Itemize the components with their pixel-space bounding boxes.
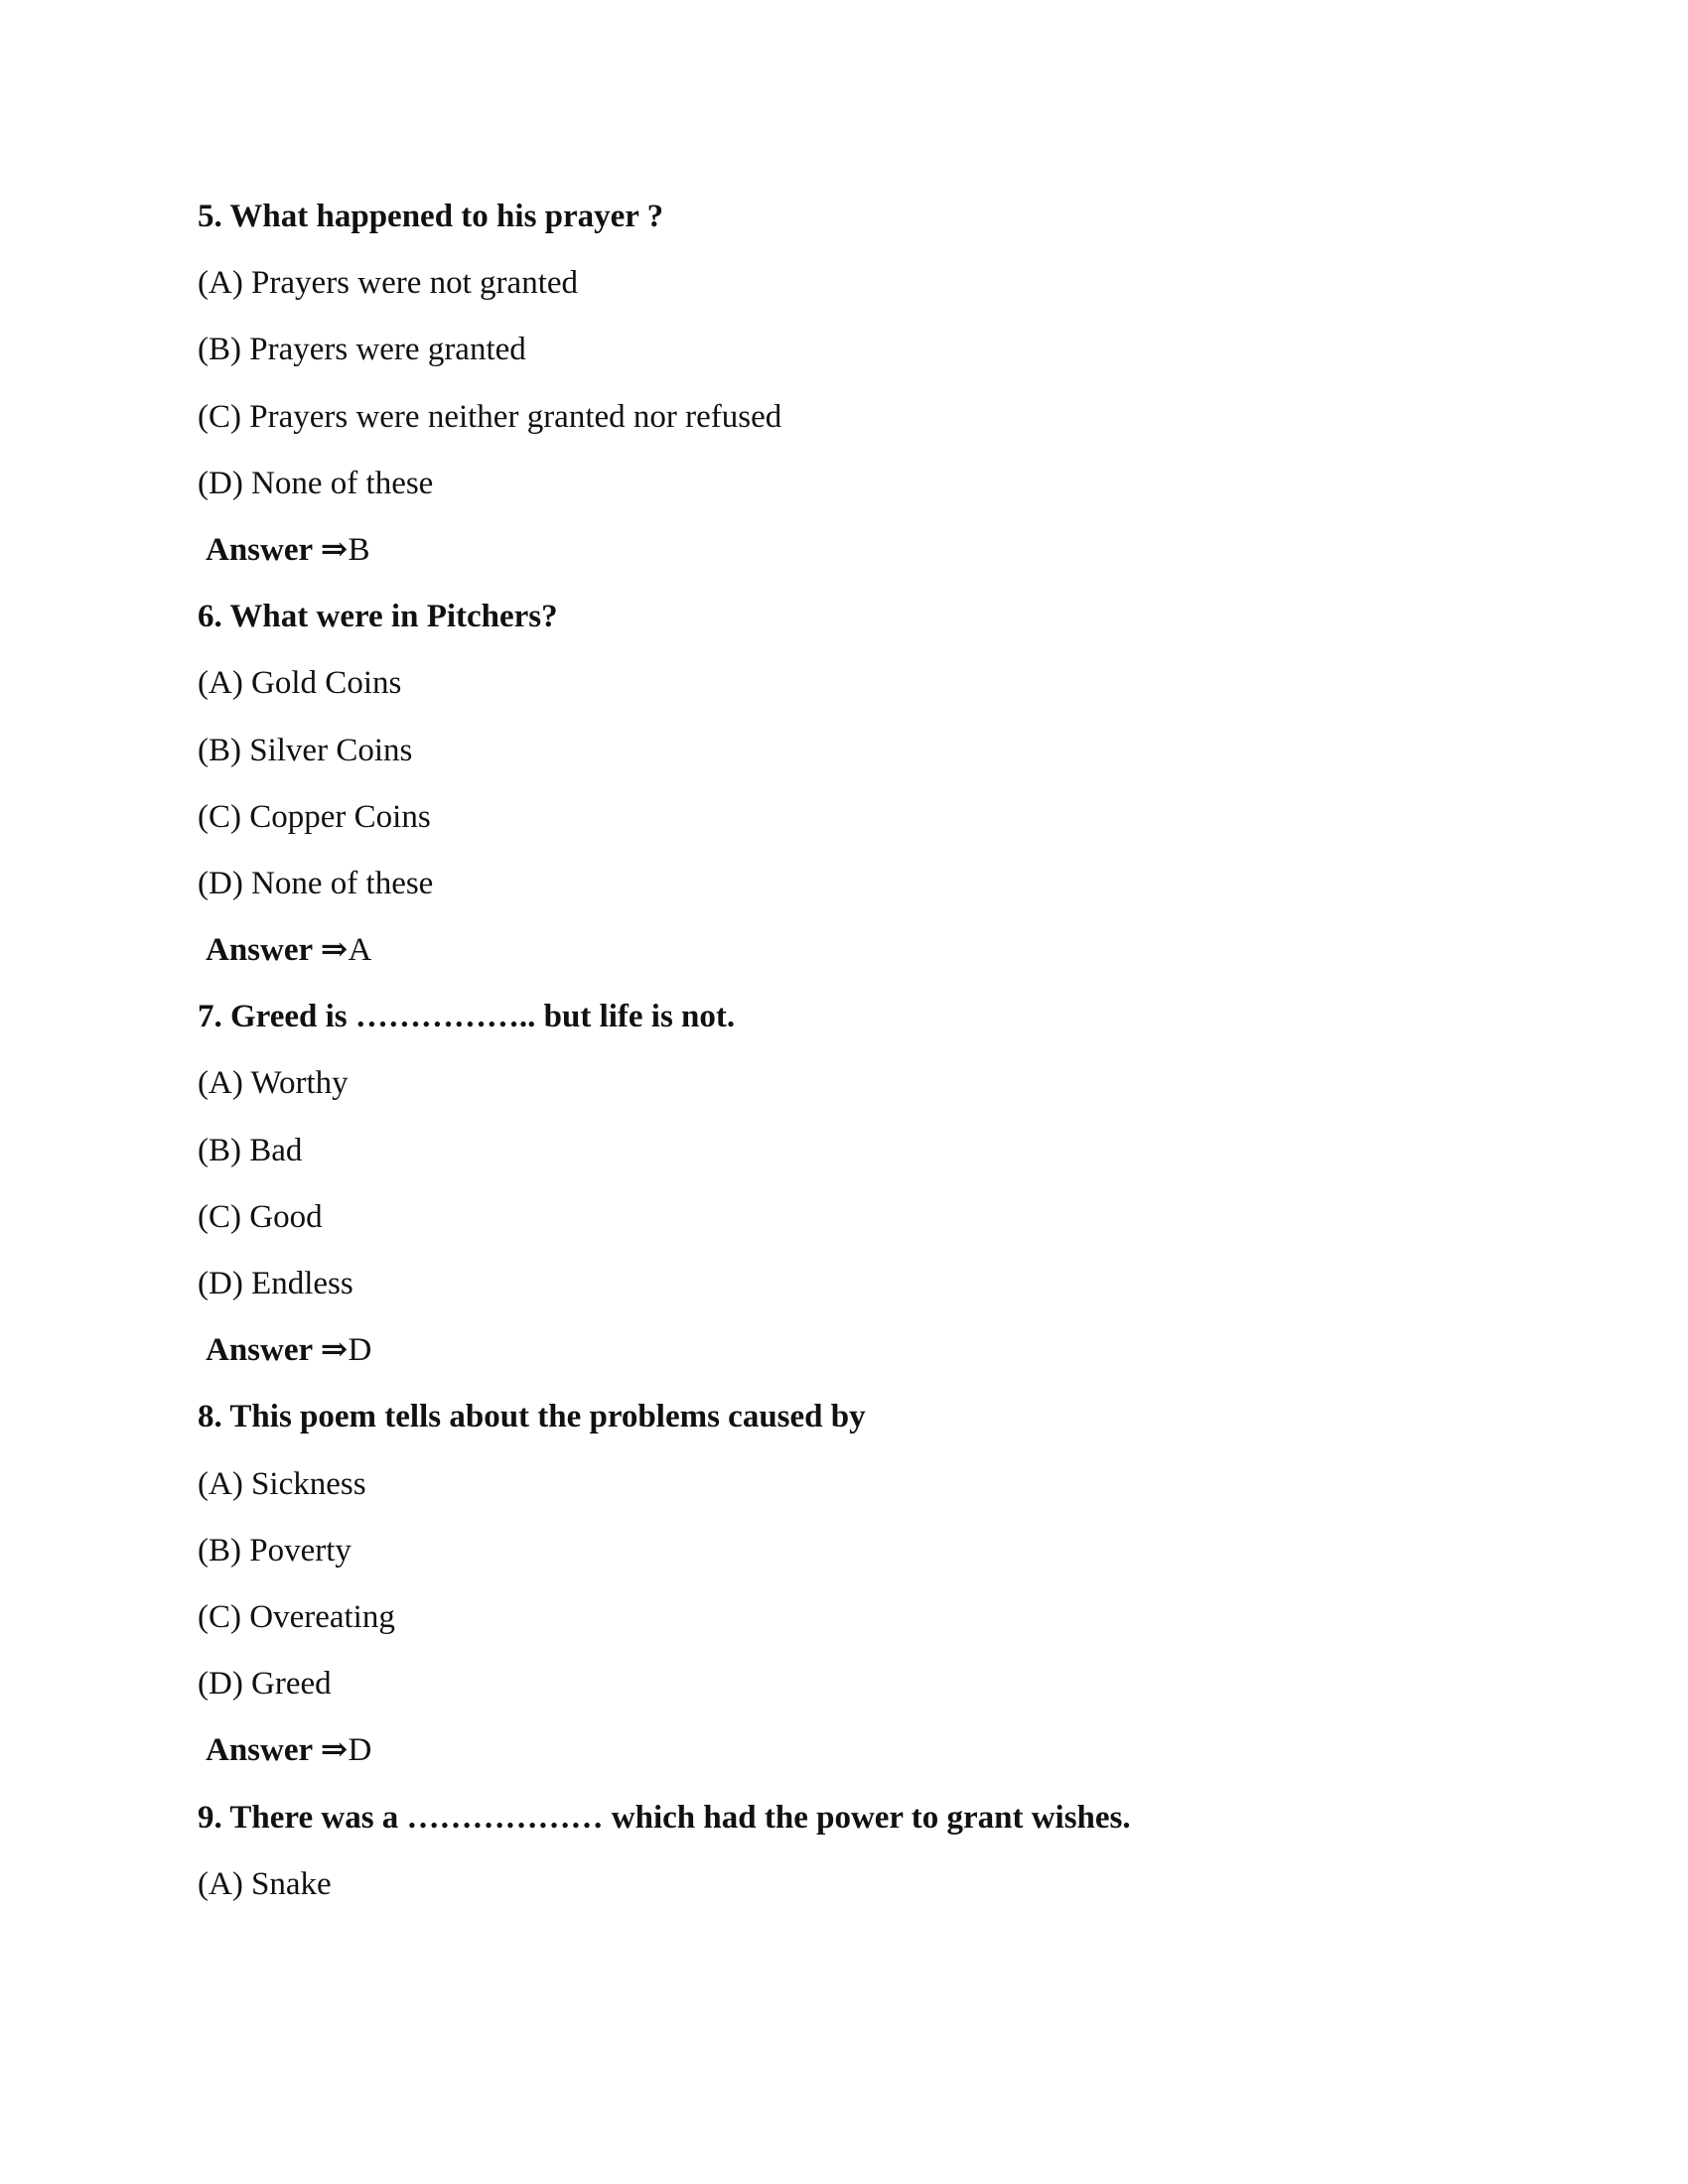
question-number: 9. (198, 1799, 222, 1836)
question-number: 8. (198, 1399, 222, 1435)
answer-line (198, 917, 1131, 984)
question-document (198, 184, 1131, 1918)
question-heading (198, 184, 1131, 250)
question-heading (198, 984, 1131, 1050)
question-text: This poem tells about the problems caused by (229, 1399, 866, 1435)
answer-value: A (348, 932, 372, 969)
question-number: 7. (198, 999, 222, 1035)
answer-option: (A) Sickness (198, 1465, 366, 1502)
answer-line (198, 1317, 1131, 1384)
answer-option: (C) Good (198, 1198, 323, 1235)
answer-option: (C) Prayers were neither granted nor refused (198, 398, 782, 435)
answer-label: Answer ⇒ (206, 1332, 349, 1369)
question-heading (198, 584, 1131, 650)
answer-value: D (348, 1732, 372, 1769)
answer-line (198, 1717, 1131, 1784)
answer-option: (B) Bad (198, 1132, 303, 1168)
answer-option: (D) Greed (198, 1666, 332, 1703)
question-text: What happened to his prayer ? (229, 199, 664, 234)
answer-label: Answer ⇒ (206, 932, 349, 969)
question-text: There was a ……………… which had the power to grant wishes. (229, 1799, 1131, 1836)
question-text: Greed is …………….. but life is not. (230, 999, 736, 1035)
answer-option: (A) Prayers were not granted (198, 265, 579, 302)
answer-line (198, 517, 1131, 584)
question-heading (198, 1384, 1131, 1450)
answer-value: D (348, 1332, 372, 1369)
answer-option: (A) Worthy (198, 1065, 349, 1102)
question-number: 6. (198, 599, 222, 635)
answer-value: B (348, 531, 370, 568)
answer-option: (B) Prayers were granted (198, 332, 526, 368)
answer-option: (B) Poverty (198, 1532, 352, 1569)
answer-option: (D) Endless (198, 1266, 353, 1301)
answer-option: (D) None of these (198, 465, 434, 501)
answer-option: (D) None of these (198, 865, 434, 901)
answer-label: Answer ⇒ (206, 1732, 349, 1769)
answer-option: (A) Snake (198, 1865, 332, 1902)
answer-option: (A) Gold Coins (198, 665, 402, 702)
answer-option: (C) Copper Coins (198, 798, 431, 835)
question-number: 5. (198, 199, 222, 234)
question-heading (198, 1785, 1131, 1851)
question-text: What were in Pitchers? (229, 599, 558, 635)
answer-label: Answer ⇒ (206, 531, 349, 568)
answer-option: (B) Silver Coins (198, 732, 413, 768)
answer-option: (C) Overeating (198, 1598, 395, 1635)
